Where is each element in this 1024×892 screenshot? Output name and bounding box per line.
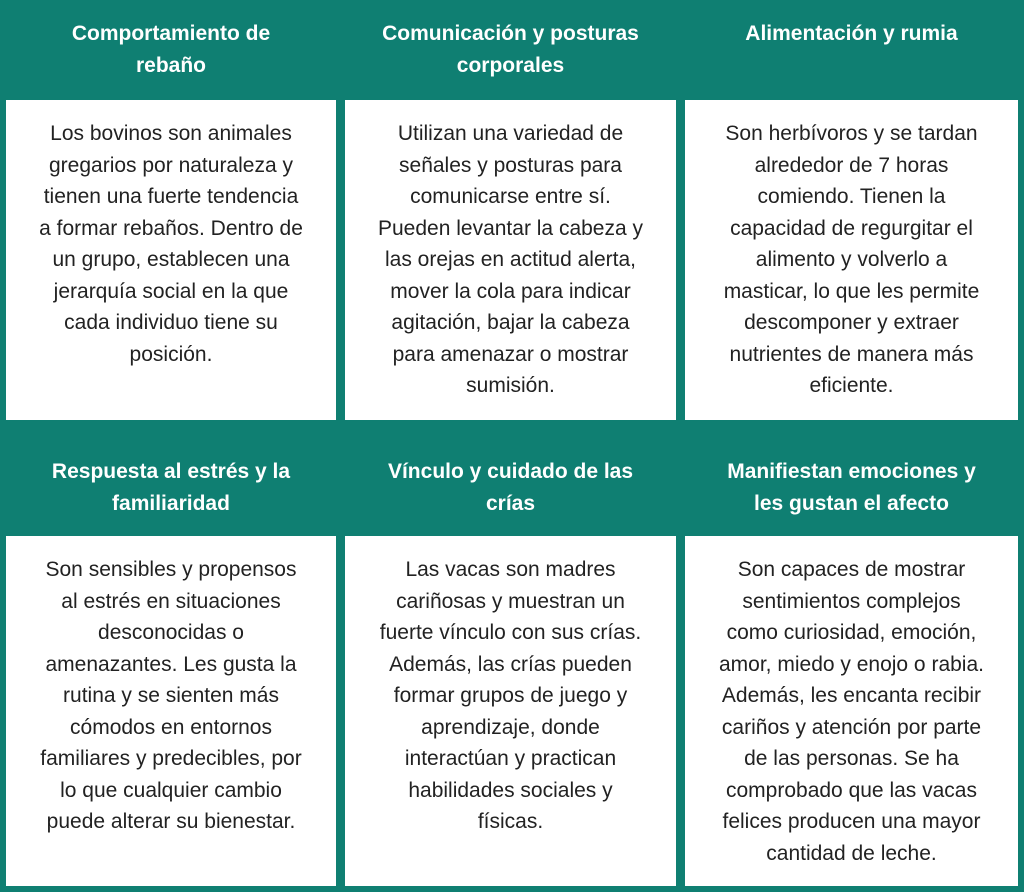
cell-comunicacion-posturas: Utilizan una variedad de señales y posturas para comunicarse entre sí. Pueden levantar la cabeza y las orejas en actitud alerta, mover la cola para indicar agitación, bajar la cabeza para amenazar o mostrar sumisión.: [345, 100, 676, 420]
header-emociones-afecto: Manifiestan emociones y les gustan el afecto: [727, 460, 976, 515]
header-alimentacion-rumia: Alimentación y rumia: [745, 22, 958, 45]
cell-respuesta-estres: Son sensibles y propensos al estrés en situaciones desconocidas o amenazantes. Les gusta la rutina y se sienten más cómodos en entornos familiares y predecibles, por lo que cualquier cambio puede alterar su bienestar.: [6, 536, 336, 886]
header-respuesta-estres: Respuesta al estrés y la familiaridad: [51, 460, 291, 515]
header-comportamiento-rebano: Comportamiento de rebaño: [71, 22, 271, 77]
cell-emociones-afecto: Son capaces de mostrar sentimientos complejos como curiosidad, emoción, amor, miedo y enojo o rabia. Además, les encanta recibir cariños y atención por parte de las personas. Se ha comprobado que las vacas felices producen una mayor cantidad de leche.: [685, 536, 1018, 886]
header-vinculo-crias: Vínculo y cuidado de las crías: [387, 460, 634, 515]
header-comunicacion-posturas: Comunicación y posturas corporales: [382, 22, 639, 77]
cell-comportamiento-rebano: Los bovinos son animales gregarios por naturaleza y tienen una fuerte tendencia a formar rebaños. Dentro de un grupo, establecen una jerarquía social en la que cada individuo tiene su posición.: [6, 100, 336, 420]
cell-alimentacion-rumia: Son herbívoros y se tardan alrededor de 7 horas comiendo. Tienen la capacidad de regurgitar el alimento y volverlo a masticar, lo que les permite descomponer y extraer nutrientes de manera más eficiente.: [685, 100, 1018, 420]
cell-vinculo-crias: Las vacas son madres cariñosas y muestran un fuerte vínculo con sus crías. Además, las crías pueden formar grupos de juego y aprendizaje, donde interactúan y practican habilidades sociales y físicas.: [345, 536, 676, 886]
